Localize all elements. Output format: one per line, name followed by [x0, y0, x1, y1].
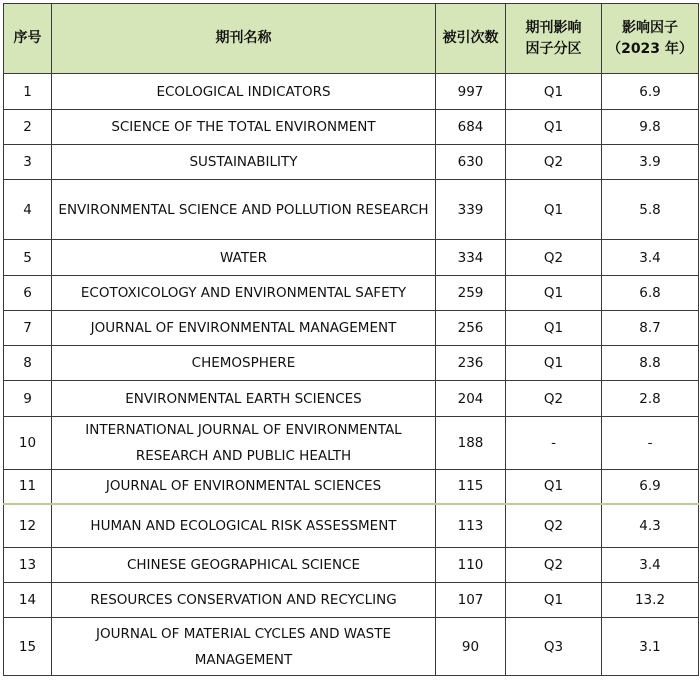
header-citations: 被引次数 [436, 4, 506, 74]
cell-journal-name: CHINESE GEOGRAPHICAL SCIENCE [52, 548, 436, 583]
cell-quartile: Q1 [506, 311, 602, 346]
cell-quartile: Q1 [506, 180, 602, 240]
cell-rank: 2 [4, 110, 52, 145]
cell-journal-name [52, 618, 436, 676]
table-row [4, 504, 699, 548]
table-row [4, 381, 699, 417]
cell-citations: 236 [436, 346, 506, 381]
cell-rank: 10 [4, 417, 52, 470]
cell-journal-name: ECOTOXICOLOGY AND ENVIRONMENTAL SAFETY [52, 276, 436, 311]
cell-citations: 110 [436, 548, 506, 583]
cell-quartile: Q2 [506, 548, 602, 583]
cell-impact-factor: 3.1 [602, 618, 699, 676]
cell-citations: 188 [436, 417, 506, 470]
cell-journal-name: SCIENCE OF THE TOTAL ENVIRONMENT [52, 110, 436, 145]
cell-journal-name-line-2: RESEARCH AND PUBLIC HEALTH [135, 448, 352, 464]
cell-impact-factor: 3.4 [602, 240, 699, 276]
cell-impact-factor: 3.4 [602, 548, 699, 583]
cell-quartile: Q2 [506, 145, 602, 180]
cell-journal-name-line-2: MANAGEMENT [194, 651, 293, 668]
cell-journal-name: HUMAN AND ECOLOGICAL RISK ASSESSMENT [52, 504, 436, 548]
table-row [4, 74, 699, 110]
cell-journal-name: ECOLOGICAL INDICATORS [52, 74, 436, 110]
header-row [4, 4, 699, 74]
cell-impact-factor: 5.8 [602, 180, 699, 240]
cell-rank: 13 [4, 548, 52, 583]
cell-impact-factor: 3.9 [602, 145, 699, 180]
cell-rank: 9 [4, 381, 52, 417]
cell-impact-factor: 6.9 [602, 470, 699, 504]
cell-impact-factor: 4.3 [602, 504, 699, 548]
table-row [4, 470, 699, 504]
cell-citations: 107 [436, 583, 506, 618]
cell-quartile: Q1 [506, 346, 602, 381]
cell-citations: 630 [436, 145, 506, 180]
cell-quartile: Q1 [506, 470, 602, 504]
cell-rank: 7 [4, 311, 52, 346]
cell-impact-factor: 6.9 [602, 74, 699, 110]
cell-citations: 339 [436, 180, 506, 240]
table-row [4, 583, 699, 618]
cell-quartile: Q2 [506, 240, 602, 276]
cell-impact-factor: 9.8 [602, 110, 699, 145]
cell-quartile: Q2 [506, 504, 602, 548]
header-impact-factor-line-2: （2023 年） [607, 40, 693, 57]
cell-journal-name [52, 417, 436, 470]
cell-journal-name-line-1: JOURNAL OF MATERIAL CYCLES AND WASTE [96, 625, 391, 642]
cell-journal-name: ENVIRONMENTAL SCIENCE AND POLLUTION RESEARCH [52, 180, 436, 240]
cell-citations: 90 [436, 618, 506, 676]
table-row [4, 145, 699, 180]
table-row [4, 276, 699, 311]
cell-citations: 684 [436, 110, 506, 145]
table-row [4, 240, 699, 276]
cell-journal-name: JOURNAL OF ENVIRONMENTAL SCIENCES [52, 470, 436, 504]
cell-journal-name: ENVIRONMENTAL EARTH SCIENCES [52, 381, 436, 417]
cell-journal-name-line-1: INTERNATIONAL JOURNAL OF ENVIRONMENTAL [85, 422, 402, 438]
cell-rank: 14 [4, 583, 52, 618]
header-impact-factor [602, 4, 699, 74]
table-row [4, 311, 699, 346]
cell-impact-factor: 6.8 [602, 276, 699, 311]
cell-rank: 6 [4, 276, 52, 311]
cell-quartile: Q1 [506, 110, 602, 145]
table-row [4, 110, 699, 145]
table-row [4, 618, 699, 676]
header-journal-name: 期刊名称 [52, 4, 436, 74]
cell-journal-name: RESOURCES CONSERVATION AND RECYCLING [52, 583, 436, 618]
cell-journal-name: CHEMOSPHERE [52, 346, 436, 381]
cell-journal-name: WATER [52, 240, 436, 276]
cell-quartile: Q3 [506, 618, 602, 676]
cell-impact-factor: - [602, 417, 699, 470]
cell-citations: 334 [436, 240, 506, 276]
cell-citations: 113 [436, 504, 506, 548]
table-row [4, 417, 699, 470]
cell-rank: 5 [4, 240, 52, 276]
cell-citations: 259 [436, 276, 506, 311]
cell-journal-name: SUSTAINABILITY [52, 145, 436, 180]
header-quartile-line-2: 因子分区 [525, 40, 582, 57]
cell-rank: 11 [4, 470, 52, 504]
journal-table [3, 3, 699, 676]
cell-impact-factor: 8.7 [602, 311, 699, 346]
cell-quartile: Q1 [506, 583, 602, 618]
cell-rank: 8 [4, 346, 52, 381]
cell-citations: 997 [436, 74, 506, 110]
cell-impact-factor: 2.8 [602, 381, 699, 417]
cell-quartile: Q2 [506, 381, 602, 417]
cell-quartile: Q1 [506, 74, 602, 110]
cell-journal-name: JOURNAL OF ENVIRONMENTAL MANAGEMENT [52, 311, 436, 346]
header-impact-factor-line-1: 影响因子 [622, 19, 678, 36]
header-quartile-line-1: 期刊影响 [525, 19, 582, 36]
cell-citations: 115 [436, 470, 506, 504]
cell-rank: 1 [4, 74, 52, 110]
cell-quartile: Q1 [506, 276, 602, 311]
header-rank: 序号 [4, 4, 52, 74]
cell-rank: 15 [4, 618, 52, 676]
cell-rank: 3 [4, 145, 52, 180]
table-row [4, 346, 699, 381]
table-row [4, 548, 699, 583]
cell-quartile: - [506, 417, 602, 470]
cell-citations: 256 [436, 311, 506, 346]
table-row [4, 180, 699, 240]
cell-rank: 12 [4, 504, 52, 548]
cell-impact-factor: 8.8 [602, 346, 699, 381]
cell-impact-factor: 13.2 [602, 583, 699, 618]
cell-rank: 4 [4, 180, 52, 240]
header-quartile [506, 4, 602, 74]
cell-citations: 204 [436, 381, 506, 417]
